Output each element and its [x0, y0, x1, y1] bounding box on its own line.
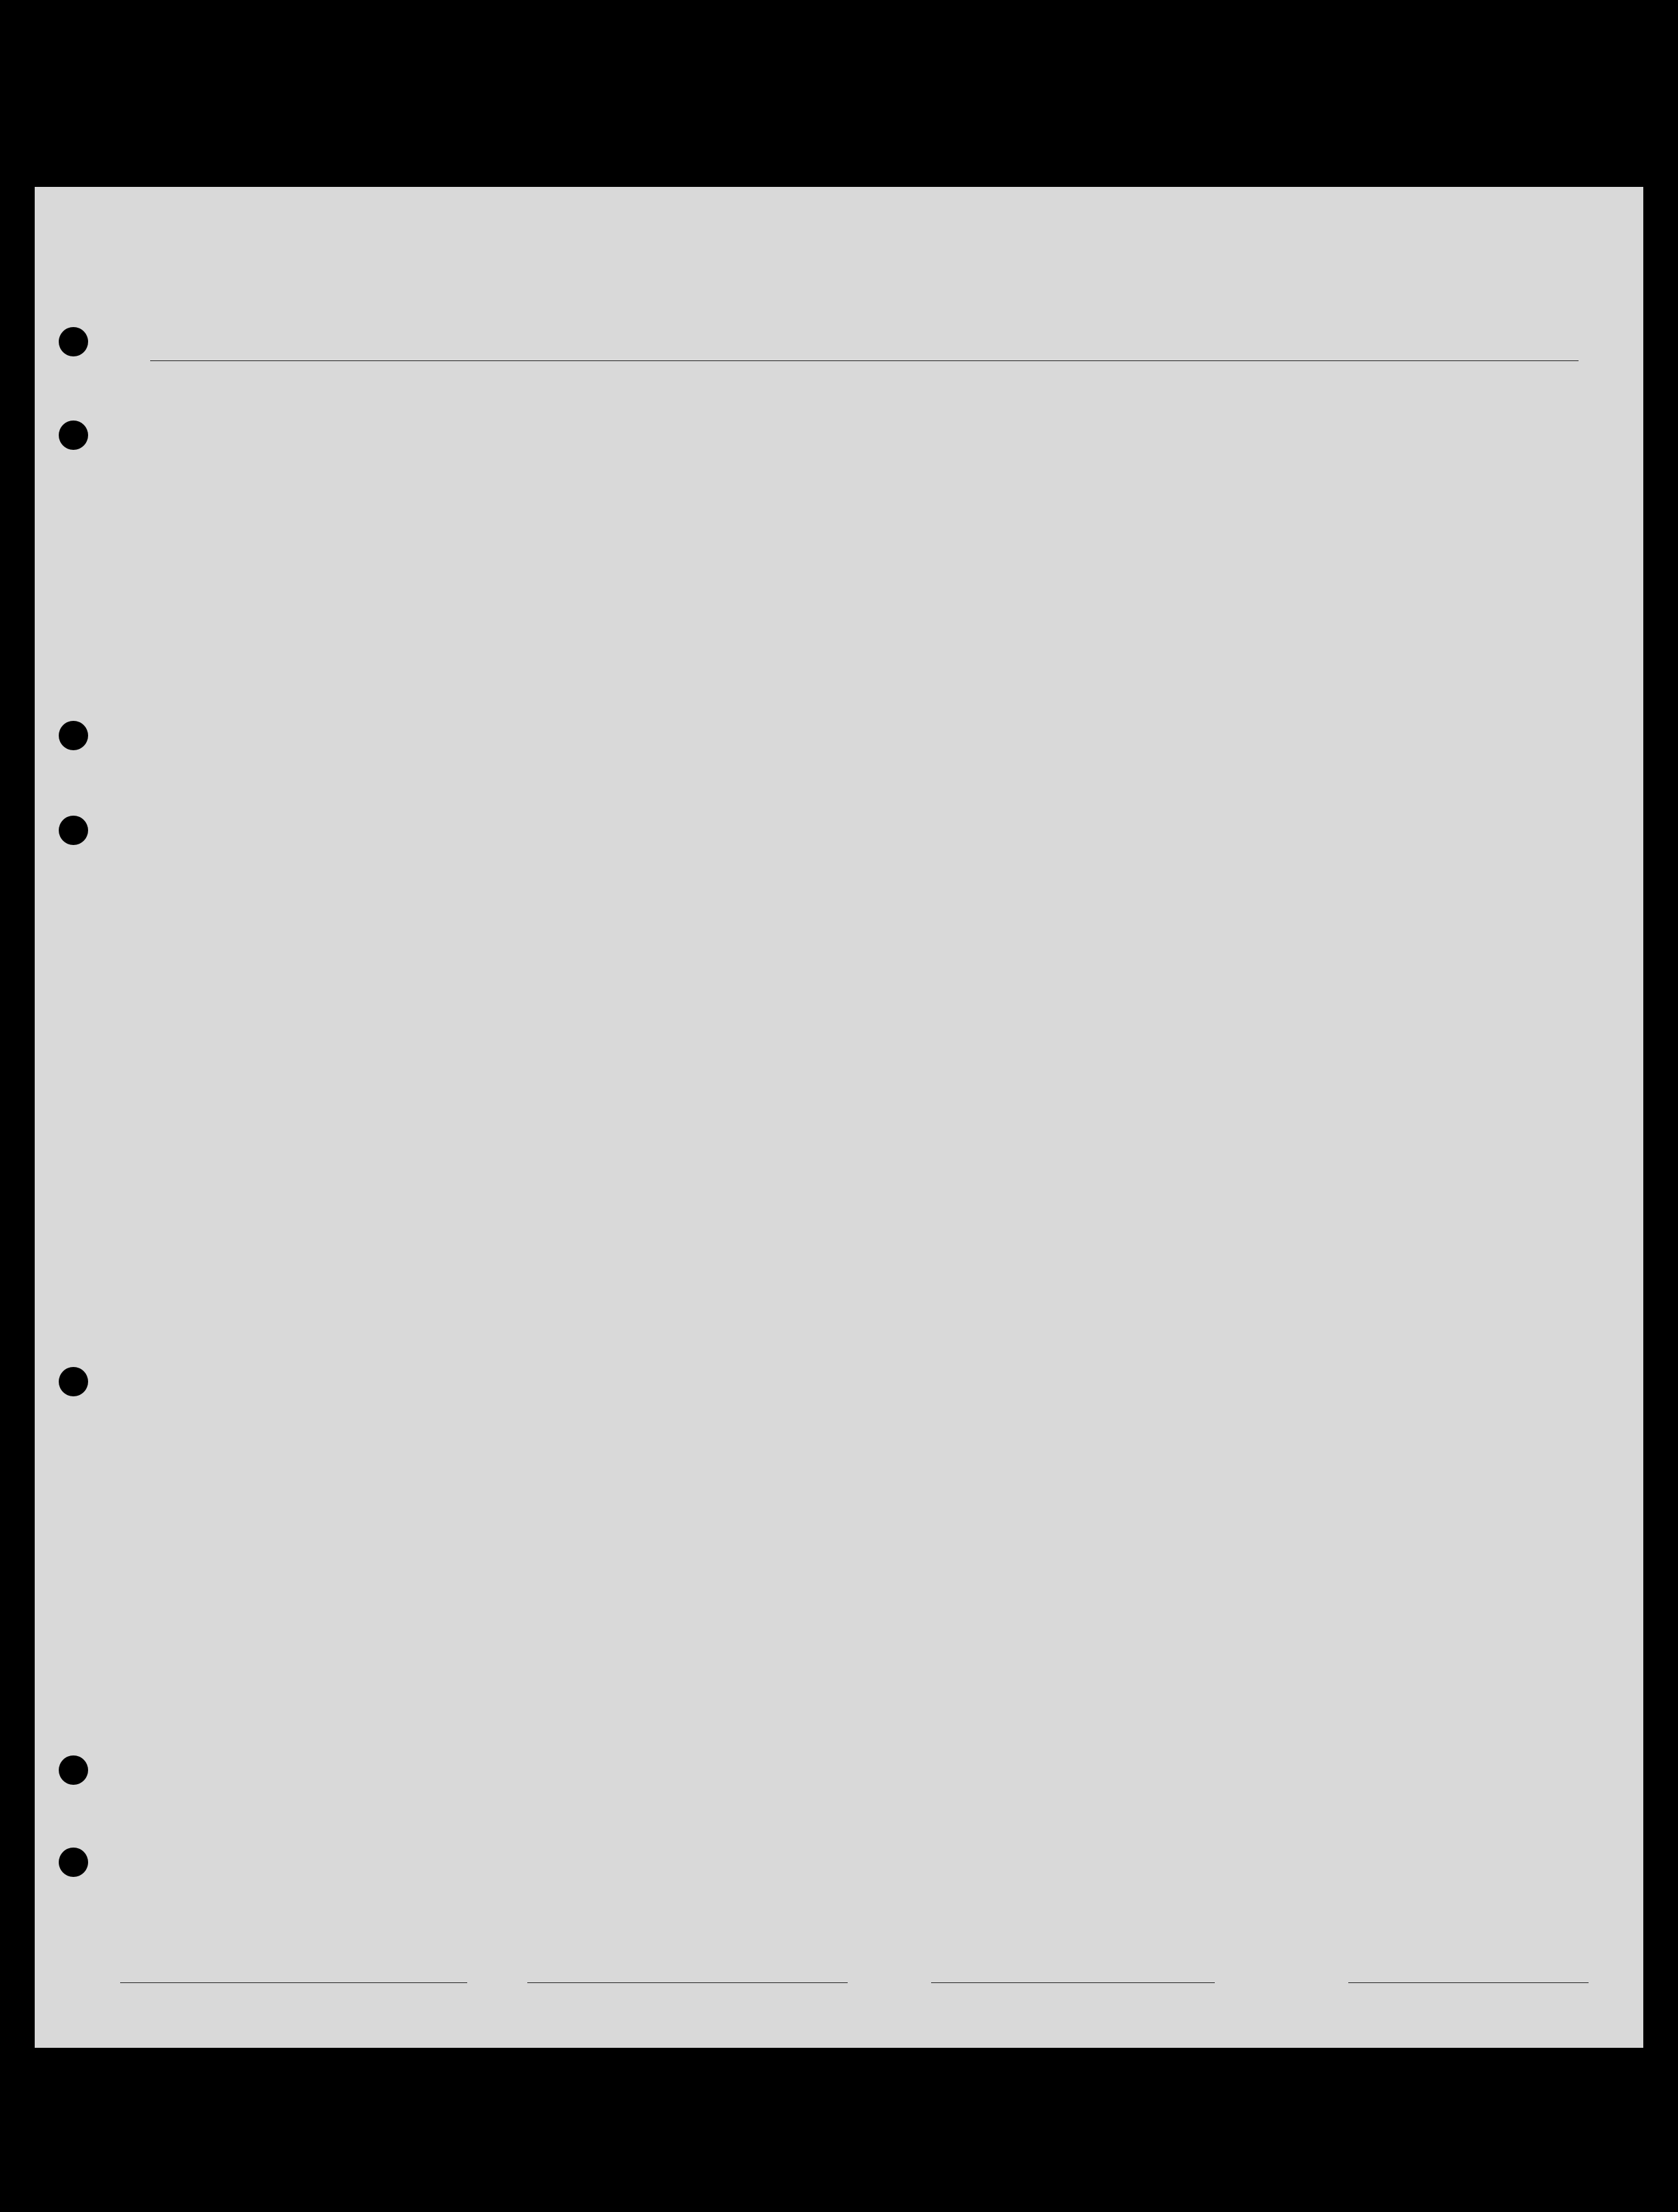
owners-underline — [527, 1982, 848, 1983]
punch-hole — [59, 1755, 88, 1785]
punch-hole — [59, 816, 88, 845]
vessel-underline — [150, 360, 1579, 361]
punch-hole — [59, 721, 88, 750]
manifest-sheet — [35, 187, 1643, 2048]
officer-underline — [1348, 1982, 1589, 1983]
line-underline — [120, 1982, 467, 1983]
punch-hole — [59, 1848, 88, 1877]
punch-hole — [59, 421, 88, 450]
punch-hole — [59, 327, 88, 356]
punch-hole — [59, 1367, 88, 1396]
agents-underline — [931, 1982, 1215, 1983]
